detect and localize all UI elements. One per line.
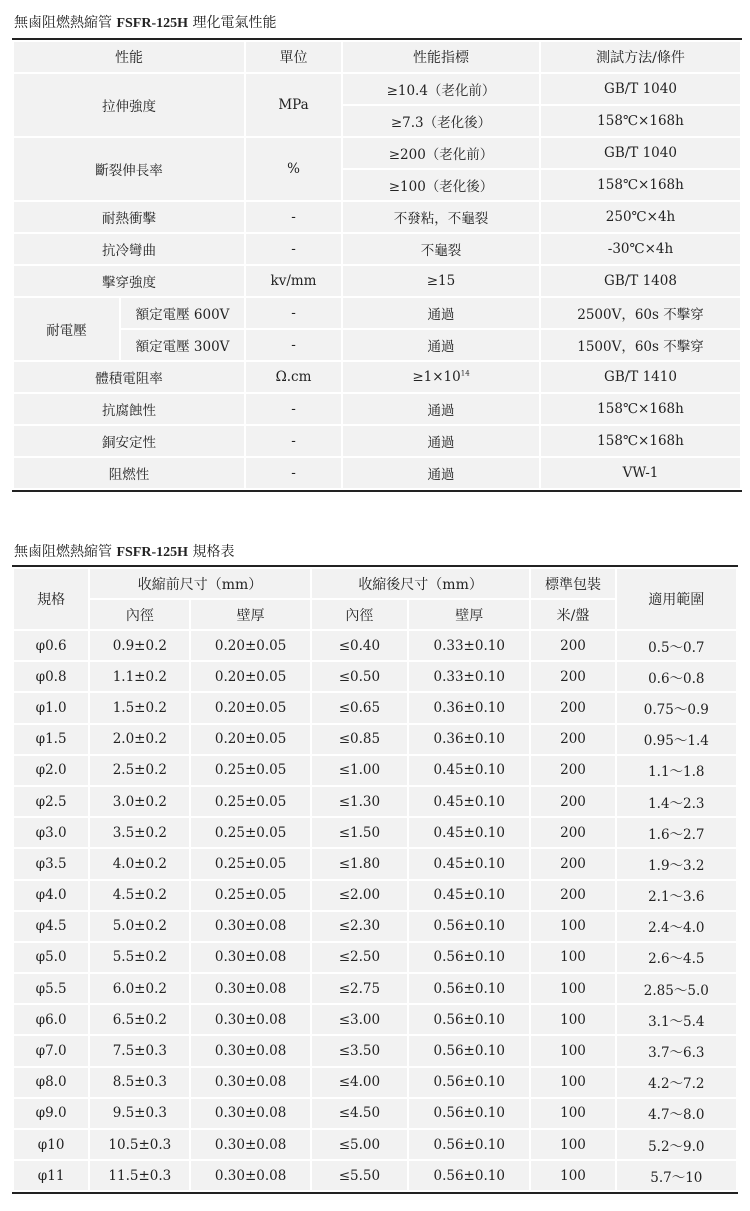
spec-header-before: 收縮前尺寸（mm） <box>90 569 310 598</box>
wall-before-cell: 0.25±0.05 <box>191 818 309 847</box>
range-cell: 5.7～10 <box>617 1161 736 1190</box>
pack-cell: 100 <box>531 1005 614 1034</box>
wall-before-cell: 0.30±0.08 <box>191 1036 309 1065</box>
range-cell: 1.6～2.7 <box>617 818 736 847</box>
withstand-method-300v: 1500V，60s 不擊穿 <box>541 330 740 360</box>
size-cell: φ4.0 <box>14 881 88 910</box>
table-row <box>14 631 736 660</box>
pack-cell: 100 <box>531 1161 614 1190</box>
table-row <box>14 362 740 392</box>
cold-unit: - <box>246 234 341 264</box>
id-after-cell: ≤2.50 <box>312 943 407 972</box>
heat-method: 250℃×4h <box>541 202 740 232</box>
range-cell: 4.2～7.2 <box>617 1068 736 1097</box>
volume-method: GB/T 1410 <box>541 362 740 392</box>
wall-after-cell: 0.56±0.10 <box>409 1130 529 1159</box>
table-row <box>14 298 740 328</box>
size-cell: φ6.0 <box>14 1005 88 1034</box>
id-before-cell: 2.5±0.2 <box>90 756 189 785</box>
tensile-value-before: ≥10.4（老化前） <box>343 74 539 104</box>
table-row <box>14 234 740 264</box>
size-cell: φ8.0 <box>14 1068 88 1097</box>
wall-before-cell: 0.30±0.08 <box>191 912 309 941</box>
table-row <box>14 1130 736 1159</box>
withstand-unit-600v: - <box>246 298 341 328</box>
size-cell: φ0.6 <box>14 631 88 660</box>
elong-method-after: 158℃×168h <box>541 170 740 200</box>
id-before-cell: 8.5±0.3 <box>90 1068 189 1097</box>
volume-value: ≥1×10 <box>412 369 461 385</box>
volume-value-cell <box>343 362 539 392</box>
corrosion-value: 通過 <box>343 394 539 424</box>
spec-table-body <box>14 631 736 1190</box>
id-before-cell: 0.9±0.2 <box>90 631 189 660</box>
table-row <box>14 74 740 104</box>
spec-header-pack-unit: 米/盤 <box>531 600 614 629</box>
heat-unit: - <box>246 202 341 232</box>
corrosion-name: 抗腐蝕性 <box>14 394 244 424</box>
size-cell: φ11 <box>14 1161 88 1190</box>
id-after-cell: ≤1.50 <box>312 818 407 847</box>
range-cell: 1.4～2.3 <box>617 787 736 816</box>
spec-header-size: 規格 <box>14 569 88 629</box>
pack-cell: 200 <box>531 631 614 660</box>
range-cell: 1.9～3.2 <box>617 849 736 878</box>
wall-before-cell: 0.20±0.05 <box>191 725 309 754</box>
id-after-cell: ≤2.30 <box>312 912 407 941</box>
pack-cell: 200 <box>531 849 614 878</box>
size-cell: φ3.5 <box>14 849 88 878</box>
wall-before-cell: 0.30±0.08 <box>191 1068 309 1097</box>
spec-table <box>12 565 738 1194</box>
cold-name: 抗冷彎曲 <box>14 234 244 264</box>
elong-name: 斷裂伸長率 <box>14 138 244 200</box>
heat-name: 耐熱衝擊 <box>14 202 244 232</box>
withstand-method-600v: 2500V，60s 不擊穿 <box>541 298 740 328</box>
wall-after-cell: 0.45±0.10 <box>409 787 529 816</box>
range-cell: 0.75～0.9 <box>617 693 736 722</box>
tensile-method-before: GB/T 1040 <box>541 74 740 104</box>
pack-cell: 100 <box>531 943 614 972</box>
table-row <box>14 1068 736 1097</box>
size-cell: φ7.0 <box>14 1036 88 1065</box>
id-before-cell: 3.5±0.2 <box>90 818 189 847</box>
table-row <box>14 725 736 754</box>
table-row <box>14 426 740 456</box>
performance-table <box>12 38 742 492</box>
wall-after-cell: 0.56±0.10 <box>409 1068 529 1097</box>
wall-after-cell: 0.56±0.10 <box>409 1036 529 1065</box>
id-after-cell: ≤1.30 <box>312 787 407 816</box>
elong-value-before: ≥200（老化前） <box>343 138 539 168</box>
perf-header-property: 性能 <box>14 42 244 72</box>
wall-after-cell: 0.56±0.10 <box>409 943 529 972</box>
flame-unit: - <box>246 458 341 488</box>
id-after-cell: ≤2.00 <box>312 881 407 910</box>
tensile-value-after: ≥7.3（老化後） <box>343 106 539 136</box>
id-before-cell: 10.5±0.3 <box>90 1130 189 1159</box>
withstand-sub-300v: 額定電壓 300V <box>121 330 244 360</box>
pack-cell: 200 <box>531 725 614 754</box>
range-cell: 2.1～3.6 <box>617 881 736 910</box>
spec-section-title <box>14 541 234 561</box>
size-cell: φ2.5 <box>14 787 88 816</box>
flame-name: 阻燃性 <box>14 458 244 488</box>
table-row <box>14 756 736 785</box>
perf-section-title <box>14 12 276 32</box>
table-row <box>14 266 740 296</box>
wall-before-cell: 0.20±0.05 <box>191 662 309 691</box>
table-row <box>14 974 736 1003</box>
wall-before-cell: 0.25±0.05 <box>191 787 309 816</box>
size-cell: φ3.0 <box>14 818 88 847</box>
wall-after-cell: 0.56±0.10 <box>409 1099 529 1128</box>
id-after-cell: ≤2.75 <box>312 974 407 1003</box>
elong-value-after: ≥100（老化後） <box>343 170 539 200</box>
corrosion-unit: - <box>246 394 341 424</box>
id-before-cell: 3.0±0.2 <box>90 787 189 816</box>
elong-method-before: GB/T 1040 <box>541 138 740 168</box>
spec-header-row-1 <box>14 569 736 598</box>
id-after-cell: ≤0.85 <box>312 725 407 754</box>
pack-cell: 200 <box>531 881 614 910</box>
id-before-cell: 5.0±0.2 <box>90 912 189 941</box>
wall-before-cell: 0.30±0.08 <box>191 1161 309 1190</box>
wall-before-cell: 0.25±0.05 <box>191 849 309 878</box>
id-after-cell: ≤1.80 <box>312 849 407 878</box>
copper-unit: - <box>246 426 341 456</box>
wall-after-cell: 0.33±0.10 <box>409 662 529 691</box>
id-after-cell: ≤0.65 <box>312 693 407 722</box>
spec-header-wall-before: 壁厚 <box>191 600 309 629</box>
breakdown-name: 擊穿強度 <box>14 266 244 296</box>
id-before-cell: 7.5±0.3 <box>90 1036 189 1065</box>
wall-after-cell: 0.45±0.10 <box>409 849 529 878</box>
size-cell: φ5.0 <box>14 943 88 972</box>
spec-header-wall-after: 壁厚 <box>409 600 529 629</box>
size-cell: φ1.0 <box>14 693 88 722</box>
flame-value: 通過 <box>343 458 539 488</box>
corrosion-method: 158℃×168h <box>541 394 740 424</box>
tensile-name: 拉伸強度 <box>14 74 244 136</box>
wall-before-cell: 0.25±0.05 <box>191 756 309 785</box>
wall-after-cell: 0.36±0.10 <box>409 725 529 754</box>
id-after-cell: ≤5.00 <box>312 1130 407 1159</box>
breakdown-method: GB/T 1408 <box>541 266 740 296</box>
range-cell: 1.1～1.8 <box>617 756 736 785</box>
id-before-cell: 4.0±0.2 <box>90 849 189 878</box>
wall-before-cell: 0.30±0.08 <box>191 1005 309 1034</box>
pack-cell: 100 <box>531 1099 614 1128</box>
spec-header-after: 收縮後尺寸（mm） <box>312 569 530 598</box>
pack-cell: 100 <box>531 1036 614 1065</box>
pack-cell: 200 <box>531 756 614 785</box>
cold-value: 不龜裂 <box>343 234 539 264</box>
copper-name: 銅安定性 <box>14 426 244 456</box>
id-before-cell: 4.5±0.2 <box>90 881 189 910</box>
id-after-cell: ≤0.40 <box>312 631 407 660</box>
wall-after-cell: 0.36±0.10 <box>409 693 529 722</box>
wall-before-cell: 0.30±0.08 <box>191 1130 309 1159</box>
pack-cell: 200 <box>531 818 614 847</box>
size-cell: φ0.8 <box>14 662 88 691</box>
table-row <box>14 881 736 910</box>
spec-header-range: 適用範圍 <box>617 569 736 629</box>
id-before-cell: 6.5±0.2 <box>90 1005 189 1034</box>
table-row <box>14 787 736 816</box>
withstand-sub-600v: 額定電壓 600V <box>121 298 244 328</box>
withstand-value-600v: 通過 <box>343 298 539 328</box>
range-cell: 3.7～6.3 <box>617 1036 736 1065</box>
wall-before-cell: 0.30±0.08 <box>191 1099 309 1128</box>
breakdown-value: ≥15 <box>343 266 539 296</box>
spec-header-id-before: 內徑 <box>90 600 189 629</box>
size-cell: φ4.5 <box>14 912 88 941</box>
table-row <box>14 1036 736 1065</box>
table-row <box>14 662 736 691</box>
perf-header-row <box>14 42 740 72</box>
id-before-cell: 5.5±0.2 <box>90 943 189 972</box>
table-row <box>14 1161 736 1190</box>
pack-cell: 200 <box>531 662 614 691</box>
size-cell: φ9.0 <box>14 1099 88 1128</box>
pack-cell: 100 <box>531 1068 614 1097</box>
breakdown-unit: kv/mm <box>246 266 341 296</box>
table-row <box>14 1099 736 1128</box>
id-before-cell: 1.5±0.2 <box>90 693 189 722</box>
wall-before-cell: 0.30±0.08 <box>191 974 309 1003</box>
volume-unit: Ω.cm <box>246 362 341 392</box>
range-cell: 5.2～9.0 <box>617 1130 736 1159</box>
volume-exponent: 14 <box>460 369 470 378</box>
wall-after-cell: 0.45±0.10 <box>409 756 529 785</box>
perf-title-prefix: 無鹵阻燃熱縮管 <box>14 15 117 31</box>
table-row <box>14 1005 736 1034</box>
range-cell: 0.6～0.8 <box>617 662 736 691</box>
id-before-cell: 9.5±0.3 <box>90 1099 189 1128</box>
range-cell: 2.85～5.0 <box>617 974 736 1003</box>
id-after-cell: ≤0.50 <box>312 662 407 691</box>
perf-header-method: 測試方法/條件 <box>541 42 740 72</box>
table-row <box>14 458 740 488</box>
id-after-cell: ≤3.00 <box>312 1005 407 1034</box>
spec-header-id-after: 內徑 <box>312 600 407 629</box>
id-before-cell: 2.0±0.2 <box>90 725 189 754</box>
copper-method: 158℃×168h <box>541 426 740 456</box>
size-cell: φ5.5 <box>14 974 88 1003</box>
flame-method: VW-1 <box>541 458 740 488</box>
wall-before-cell: 0.30±0.08 <box>191 943 309 972</box>
withstand-unit-300v: - <box>246 330 341 360</box>
wall-after-cell: 0.56±0.10 <box>409 1005 529 1034</box>
table-row <box>14 943 736 972</box>
range-cell: 0.95～1.4 <box>617 725 736 754</box>
table-row <box>14 394 740 424</box>
wall-after-cell: 0.56±0.10 <box>409 1161 529 1190</box>
wall-after-cell: 0.56±0.10 <box>409 974 529 1003</box>
wall-after-cell: 0.45±0.10 <box>409 818 529 847</box>
range-cell: 0.5～0.7 <box>617 631 736 660</box>
cold-method: -30℃×4h <box>541 234 740 264</box>
wall-before-cell: 0.20±0.05 <box>191 631 309 660</box>
copper-value: 通過 <box>343 426 539 456</box>
pack-cell: 200 <box>531 693 614 722</box>
wall-after-cell: 0.33±0.10 <box>409 631 529 660</box>
table-row <box>14 693 736 722</box>
range-cell: 3.1～5.4 <box>617 1005 736 1034</box>
pack-cell: 100 <box>531 1130 614 1159</box>
range-cell: 2.6～4.5 <box>617 943 736 972</box>
id-before-cell: 1.1±0.2 <box>90 662 189 691</box>
size-cell: φ2.0 <box>14 756 88 785</box>
tensile-method-after: 158℃×168h <box>541 106 740 136</box>
pack-cell: 200 <box>531 787 614 816</box>
volume-name: 體積電阻率 <box>14 362 244 392</box>
heat-value: 不發粘，不龜裂 <box>343 202 539 232</box>
perf-title-suffix: 理化電氣性能 <box>188 15 277 31</box>
elong-unit: % <box>246 138 341 200</box>
perf-title-model: FSFR-125H <box>116 16 189 31</box>
table-row <box>14 818 736 847</box>
wall-before-cell: 0.20±0.05 <box>191 693 309 722</box>
size-cell: φ1.5 <box>14 725 88 754</box>
wall-before-cell: 0.25±0.05 <box>191 881 309 910</box>
spec-title-model: FSFR-125H <box>116 545 189 560</box>
spec-title-suffix: 規格表 <box>188 544 235 560</box>
perf-header-spec: 性能指標 <box>343 42 539 72</box>
spec-header-pack: 標準包裝 <box>531 569 614 598</box>
withstand-value-300v: 通過 <box>343 330 539 360</box>
id-after-cell: ≤5.50 <box>312 1161 407 1190</box>
tensile-unit: MPa <box>246 74 341 136</box>
range-cell: 2.4～4.0 <box>617 912 736 941</box>
id-after-cell: ≤4.00 <box>312 1068 407 1097</box>
id-after-cell: ≤3.50 <box>312 1036 407 1065</box>
table-row <box>14 912 736 941</box>
id-after-cell: ≤4.50 <box>312 1099 407 1128</box>
id-before-cell: 6.0±0.2 <box>90 974 189 1003</box>
table-row <box>14 330 740 360</box>
range-cell: 4.7～8.0 <box>617 1099 736 1128</box>
table-row <box>14 138 740 168</box>
withstand-name: 耐電壓 <box>14 298 119 360</box>
size-cell: φ10 <box>14 1130 88 1159</box>
table-row <box>14 849 736 878</box>
id-after-cell: ≤1.00 <box>312 756 407 785</box>
table-row <box>14 202 740 232</box>
pack-cell: 100 <box>531 974 614 1003</box>
spec-title-prefix: 無鹵阻燃熱縮管 <box>14 544 117 560</box>
wall-after-cell: 0.45±0.10 <box>409 881 529 910</box>
wall-after-cell: 0.56±0.10 <box>409 912 529 941</box>
perf-header-unit: 單位 <box>246 42 341 72</box>
pack-cell: 100 <box>531 912 614 941</box>
id-before-cell: 11.5±0.3 <box>90 1161 189 1190</box>
